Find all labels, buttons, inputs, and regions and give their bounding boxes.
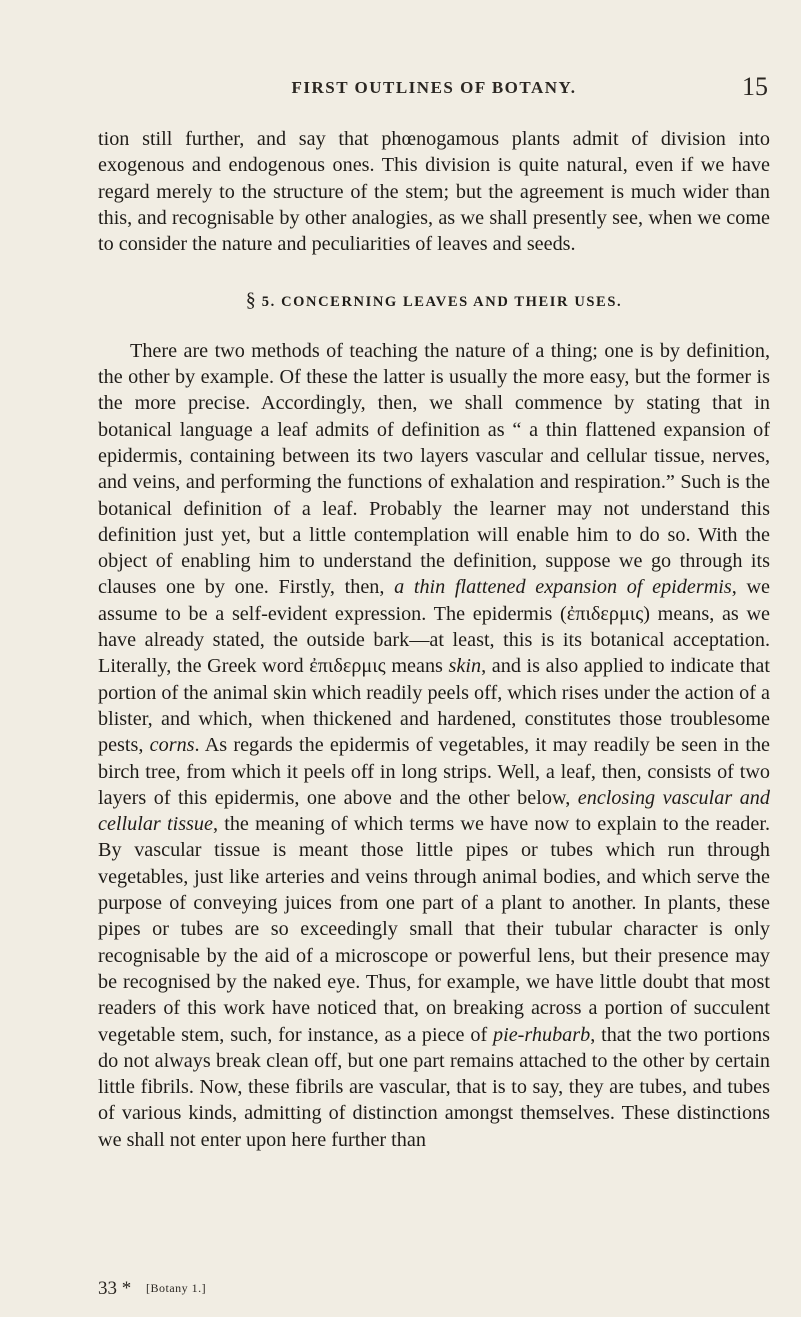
- text-run: , and is also applied to indicate that portion of the animal skin which readily peels off, which rises under the action of a blister, and which, when thickened and hardened, constitutes those troublesome pests,: [98, 655, 771, 757]
- text-run: There are two methods of teaching the nature of a thing; one is by definition, the other by example. Of these the latter is usually the more easy, but the former is the more precise. Accordingly, then, we shall commence by stating that in botanical language a leaf admits of definition as “ a thin flattened expansion of epidermis, containing between its two layers vascular and cellular tissue, nerves, and veins, and performing the functions of exhalation and respiration.” Such is the botanical definition of a leaf. Probably the learner may not understand this definition just yet, but a little contemplation will enable him to do so. With the object of enabling him to understand the definition, suppose we go through its clauses one by one. Firstly, then,: [98, 339, 770, 599]
- text-run: . As regards the epidermis of vegetables, it may readily be seen in the birch tree, from which it peels off in long strips. Well, a leaf, then, consists of two layers of this epidermis, one above and the other below,: [98, 734, 770, 809]
- page-number: 15: [742, 72, 768, 101]
- body-text: [98, 126, 770, 1153]
- greek-word: ἐπιδερμις: [566, 602, 644, 625]
- text-run: , the meaning of which terms we have now to explain to the reader. By vascular tissue is meant those little pipes or tubes which run through vegetables, just like arteries and veins through animal bodies, and which serve the purpose of conveying juices from one part of a plant to another. In plants, these pipes or tubes are so exceedingly small that their tubular character is only recognisable by the aid of a microscope or powerful lens, but their presence may be recognised by the naked eye. Thus, for example, we have little doubt that most readers of this work have noticed that, on breaking across a portion of succulent vegetable stem, such, for instance, as a piece of: [98, 813, 770, 1046]
- text-run: , we assume to be a self-evident expression. The epidermis (: [98, 576, 771, 625]
- text-run: means: [385, 655, 449, 678]
- italic-phrase: corns: [149, 734, 195, 757]
- running-title: FIRST OUTLINES OF BOTANY.: [291, 78, 577, 97]
- page-footer: [98, 1278, 206, 1300]
- signature-label: [Botany 1.]: [146, 1281, 207, 1295]
- text-run: , that the two portions do not always break clean off, but one part remains attached to the other by certain little fibrils. Now, these fibrils are vascular, that is to say, they are tubes, and tubes of various kinds, admitting of distinction amongst themselves. These distinctions we shall not enter upon here further than: [98, 1023, 771, 1151]
- section-title: 5. CONCERNING LEAVES AND THEIR USES.: [261, 294, 623, 311]
- paragraph-continuation: tion still further, and say that phœnogamous plants admit of division into exogenous and endogenous ones. This division is quite natural, even if we have regard merely to the structure of the stem; but the agreement is much wider than this, and recognisable by other analogies, as we shall presently see, when we come to consider the nature and peculiarities of leaves and seeds.: [98, 128, 770, 256]
- section-symbol: §: [245, 289, 256, 312]
- italic-phrase: a thin flattened expansion of epidermis: [394, 576, 732, 599]
- section-heading: [98, 287, 770, 315]
- signature-mark: 33 *: [98, 1278, 132, 1299]
- paragraph-leaves: [98, 338, 770, 1153]
- italic-phrase: enclosing vascular and cellular tissue: [98, 786, 770, 836]
- text-run: ) means, as we have already stated, the outside bark—at least, this is its botanical acceptation. Literally, the Greek word: [98, 602, 771, 678]
- running-header: [98, 72, 770, 110]
- italic-phrase: pie-rhubarb: [493, 1023, 591, 1046]
- greek-word: ἐπιδερμις: [309, 655, 386, 678]
- italic-phrase: skin: [448, 655, 482, 678]
